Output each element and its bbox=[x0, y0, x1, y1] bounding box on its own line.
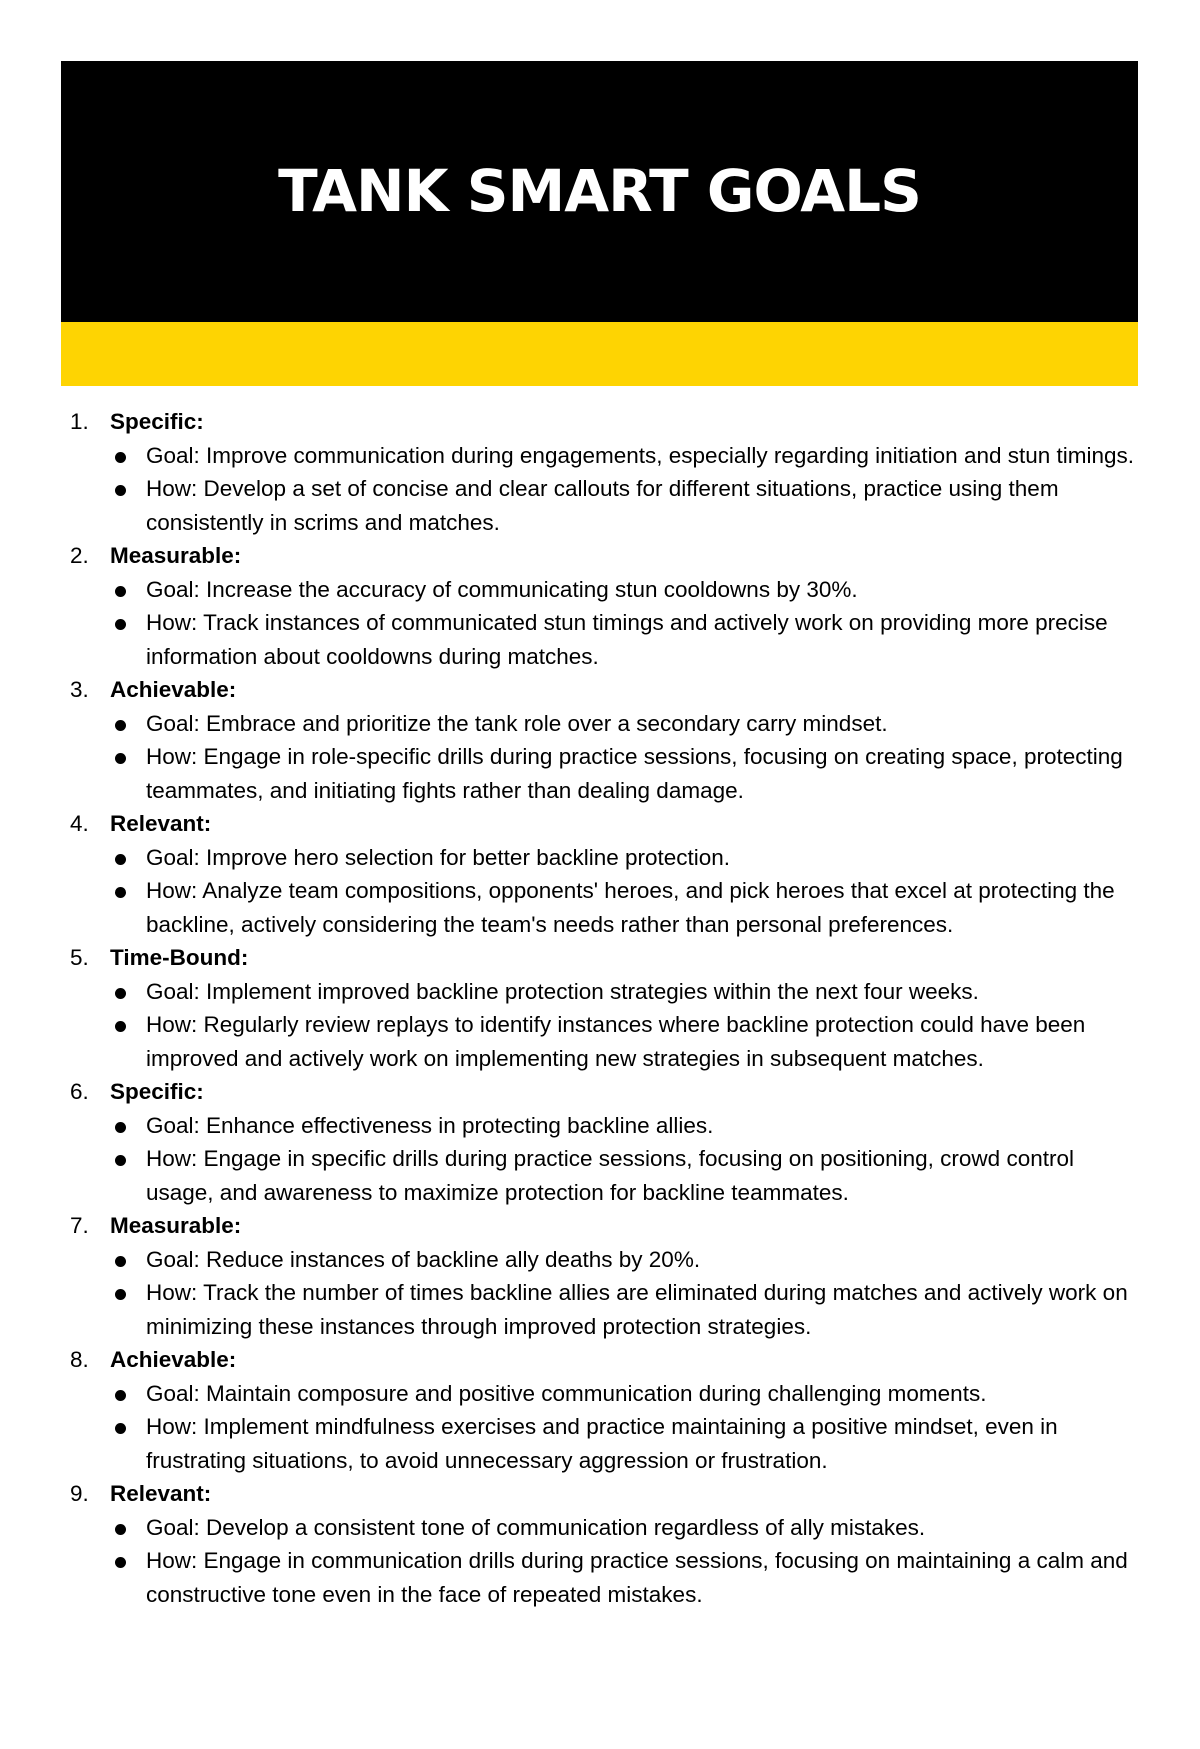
goal-item bbox=[70, 539, 1145, 673]
bullet-icon bbox=[115, 1256, 126, 1267]
goal-label: Goal: bbox=[146, 1246, 207, 1272]
goal-number: 5. bbox=[70, 945, 89, 970]
how-text: Develop a set of concise and clear callouts for different situations, practice using them consistently in scrims and matches. bbox=[146, 476, 1059, 535]
bullet-icon bbox=[115, 854, 126, 865]
bullet-icon bbox=[115, 485, 126, 496]
how-label: How: bbox=[146, 1548, 204, 1573]
goal-line bbox=[110, 1109, 1145, 1143]
how-label: How: bbox=[146, 1012, 204, 1037]
goal-item bbox=[70, 1209, 1145, 1343]
goal-text: Embrace and prioritize the tank role over a secondary carry mindset. bbox=[206, 710, 888, 736]
goal-label: Goal: bbox=[146, 1380, 207, 1406]
bullet-icon bbox=[115, 1122, 126, 1133]
goal-label: Goal: bbox=[146, 1112, 207, 1138]
how-text: Implement mindfulness exercises and practice maintaining a positive mindset, even in frustrating situations, to avoid unnecessary aggression or frustration. bbox=[146, 1414, 1058, 1473]
goal-number: 6. bbox=[70, 1079, 89, 1104]
goal-number: 1. bbox=[70, 409, 89, 434]
goal-text: Improve communication during engagements, especially regarding initiation and stun timings. bbox=[206, 442, 1135, 468]
accent-stripe bbox=[61, 322, 1138, 386]
how-line bbox=[110, 472, 1145, 539]
goal-line bbox=[110, 573, 1145, 607]
how-line bbox=[110, 1008, 1145, 1075]
bullet-icon bbox=[115, 887, 126, 898]
page-title: TANK SMART GOALS bbox=[278, 156, 921, 225]
goal-label: Goal: bbox=[146, 576, 207, 602]
how-line bbox=[110, 1544, 1145, 1611]
goal-heading: Measurable: bbox=[110, 543, 242, 568]
goal-number: 8. bbox=[70, 1347, 89, 1372]
bullet-icon bbox=[115, 1524, 126, 1535]
how-text: Track instances of communicated stun timings and actively work on providing more precise information about cooldowns during matches. bbox=[146, 610, 1108, 669]
bullet-icon bbox=[115, 720, 126, 731]
goal-text: Maintain composure and positive communication during challenging moments. bbox=[206, 1380, 987, 1406]
goal-line bbox=[110, 841, 1145, 875]
goal-text: Reduce instances of backline ally deaths by 20%. bbox=[206, 1246, 701, 1272]
how-label: How: bbox=[146, 1414, 204, 1439]
bullet-icon bbox=[115, 1423, 126, 1434]
how-line bbox=[110, 1410, 1145, 1477]
goal-heading: Specific: bbox=[110, 1079, 204, 1104]
bullet-icon bbox=[115, 619, 126, 630]
how-text: Engage in role-specific drills during practice sessions, focusing on creating space, protecting teammates, and initiating fights rather than dealing damage. bbox=[146, 744, 1123, 803]
goal-text: Increase the accuracy of communicating stun cooldowns by 30%. bbox=[206, 576, 858, 602]
goal-number: 4. bbox=[70, 811, 89, 836]
goal-heading: Time-Bound: bbox=[110, 945, 249, 970]
bullet-icon bbox=[115, 452, 126, 463]
goal-number: 3. bbox=[70, 677, 89, 702]
bullet-icon bbox=[115, 1390, 126, 1401]
bullet-icon bbox=[115, 1021, 126, 1032]
goal-heading: Measurable: bbox=[110, 1213, 242, 1238]
goal-item bbox=[70, 1343, 1145, 1477]
goal-line bbox=[110, 439, 1145, 473]
goal-heading: Relevant: bbox=[110, 1481, 212, 1506]
how-text: Regularly review replays to identify instances where backline protection could have been improved and actively work on implementing new strategies in subsequent matches. bbox=[146, 1012, 1086, 1071]
goal-label: Goal: bbox=[146, 844, 207, 870]
title-banner bbox=[61, 61, 1138, 322]
how-text: Analyze team compositions, opponents' heroes, and pick heroes that excel at protecting the backline, actively considering the team's needs rather than personal preferences. bbox=[146, 878, 1115, 937]
goal-line bbox=[110, 1511, 1145, 1545]
goal-item bbox=[70, 1075, 1145, 1209]
how-line bbox=[110, 1276, 1145, 1343]
how-label: How: bbox=[146, 1146, 204, 1171]
how-line bbox=[110, 606, 1145, 673]
goal-line bbox=[110, 1243, 1145, 1277]
goal-number: 2. bbox=[70, 543, 89, 568]
goal-item bbox=[70, 673, 1145, 807]
goal-heading: Relevant: bbox=[110, 811, 212, 836]
goal-text: Implement improved backline protection strategies within the next four weeks. bbox=[206, 978, 979, 1004]
how-label: How: bbox=[146, 744, 204, 769]
goal-heading: Specific: bbox=[110, 409, 204, 434]
bullet-icon bbox=[115, 988, 126, 999]
goal-text: Develop a consistent tone of communication regardless of ally mistakes. bbox=[206, 1514, 926, 1540]
goal-item bbox=[70, 1477, 1145, 1611]
bullet-icon bbox=[115, 586, 126, 597]
goal-line bbox=[110, 1377, 1145, 1411]
bullet-icon bbox=[115, 1289, 126, 1300]
how-line bbox=[110, 740, 1145, 807]
how-text: Engage in communication drills during practice sessions, focusing on maintaining a calm and constructive tone even in the face of repeated mistakes. bbox=[146, 1548, 1128, 1607]
bullet-icon bbox=[115, 1557, 126, 1568]
how-label: How: bbox=[146, 476, 204, 501]
how-text: Engage in specific drills during practice sessions, focusing on positioning, crowd control usage, and awareness to maximize protection for backline teammates. bbox=[146, 1146, 1074, 1205]
smart-goals-list bbox=[70, 405, 1145, 1611]
goal-number: 7. bbox=[70, 1213, 89, 1238]
how-text: Track the number of times backline allies are eliminated during matches and actively work on minimizing these instances through improved protection strategies. bbox=[146, 1280, 1128, 1339]
goal-heading: Achievable: bbox=[110, 1347, 237, 1372]
goal-item bbox=[70, 941, 1145, 1075]
goal-item bbox=[70, 807, 1145, 941]
goal-number: 9. bbox=[70, 1481, 89, 1506]
goal-line bbox=[110, 707, 1145, 741]
how-line bbox=[110, 874, 1145, 941]
goal-label: Goal: bbox=[146, 442, 207, 468]
bullet-icon bbox=[115, 753, 126, 764]
how-label: How: bbox=[146, 610, 204, 635]
how-label: How: bbox=[146, 1280, 204, 1305]
goal-label: Goal: bbox=[146, 978, 207, 1004]
goal-item bbox=[70, 405, 1145, 539]
goal-heading: Achievable: bbox=[110, 677, 237, 702]
goal-text: Enhance effectiveness in protecting backline allies. bbox=[206, 1112, 714, 1138]
goal-label: Goal: bbox=[146, 710, 207, 736]
how-line bbox=[110, 1142, 1145, 1209]
how-label: How: bbox=[146, 878, 203, 903]
goal-label: Goal: bbox=[146, 1514, 207, 1540]
goal-text: Improve hero selection for better backline protection. bbox=[206, 844, 731, 870]
goal-line bbox=[110, 975, 1145, 1009]
bullet-icon bbox=[115, 1155, 126, 1166]
